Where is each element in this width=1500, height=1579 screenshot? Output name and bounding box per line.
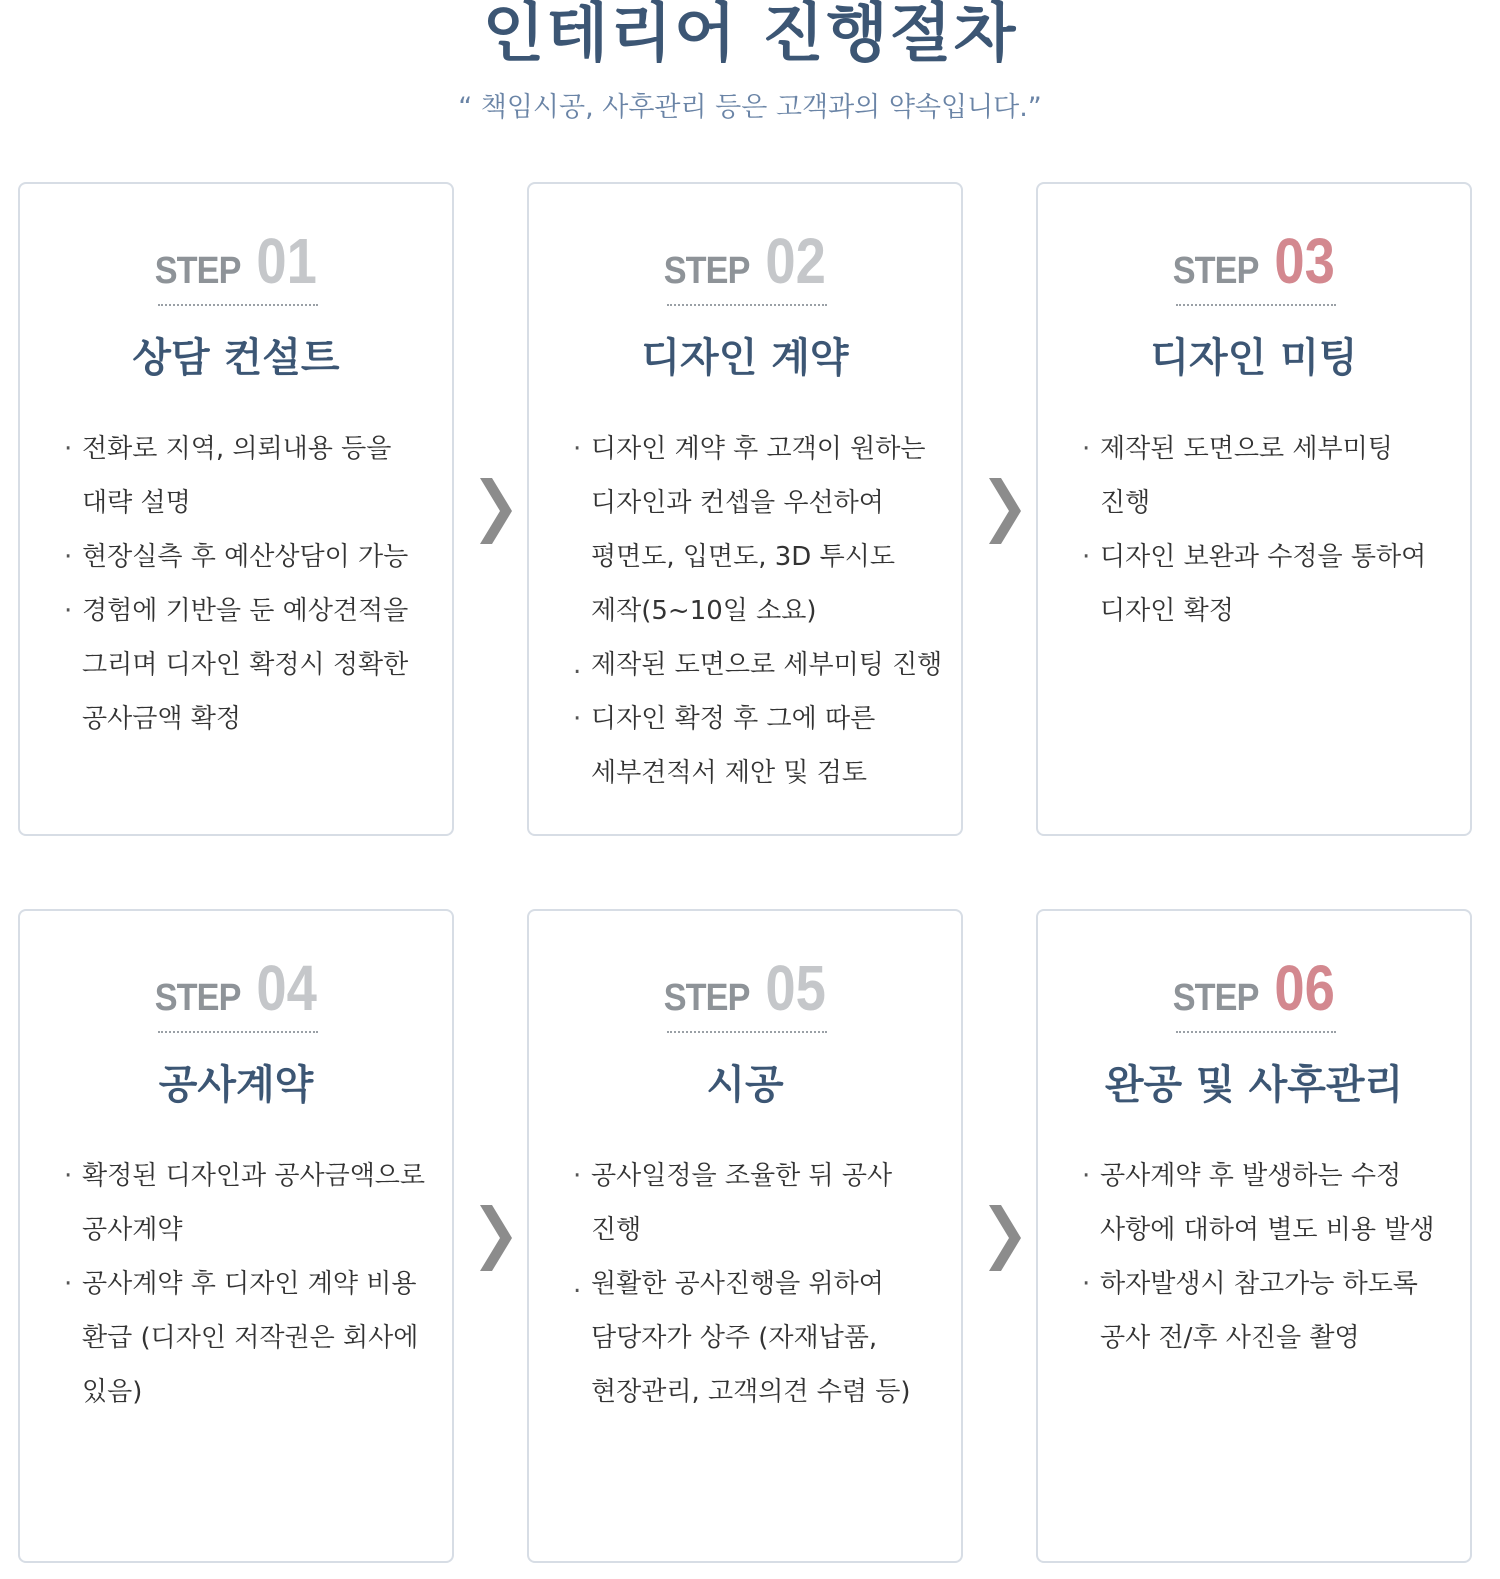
list-item-text: 디자인 확정 후 그에 따른 세부견적서 제안 및 검토 bbox=[591, 704, 876, 788]
step-heading bbox=[529, 951, 961, 1042]
list-item-text: 전화로 지역, 의뢰내용 등을 대략 설명 bbox=[82, 434, 392, 518]
step-label: STEP bbox=[663, 977, 750, 1019]
bullet-mark: · bbox=[573, 434, 582, 464]
step-description-list bbox=[64, 422, 439, 746]
step-description-list bbox=[64, 1149, 439, 1419]
dotted-divider bbox=[158, 304, 318, 306]
step-number: 01 bbox=[255, 225, 317, 297]
step-card-06 bbox=[1036, 909, 1472, 1563]
list-item bbox=[1082, 530, 1457, 638]
step-number: 06 bbox=[1273, 952, 1335, 1024]
list-item bbox=[1082, 1257, 1457, 1365]
step-card-02 bbox=[527, 182, 963, 836]
bullet-mark: · bbox=[1082, 1161, 1091, 1191]
list-item-text: 경험에 기반을 둔 예상견적을 그리며 디자인 확정시 정확한 공사금액 확정 bbox=[82, 596, 409, 734]
list-item bbox=[64, 1149, 439, 1257]
bullet-mark: · bbox=[573, 1161, 582, 1191]
step-heading bbox=[1038, 951, 1470, 1042]
list-item bbox=[573, 692, 948, 800]
bullet-mark: · bbox=[1082, 542, 1091, 572]
list-item-text: 원활한 공사진행을 위하여 담당자가 상주 (자재납품, 현장관리, 고객의견 수렴 등) bbox=[591, 1269, 911, 1407]
bullet-mark: · bbox=[1082, 1269, 1091, 1299]
step-label: STEP bbox=[154, 250, 241, 292]
chevron-right-icon bbox=[987, 1203, 1027, 1273]
step-number: 03 bbox=[1273, 225, 1335, 297]
list-item-text: 하자발생시 참고가능 하도록 공사 전/후 사진을 촬영 bbox=[1100, 1269, 1418, 1353]
step-label: STEP bbox=[154, 977, 241, 1019]
list-item-text: 현장실측 후 예산상담이 가능 bbox=[82, 542, 409, 572]
list-item bbox=[64, 584, 439, 746]
step-description-list bbox=[573, 422, 948, 800]
step-number: 05 bbox=[764, 952, 826, 1024]
list-item bbox=[64, 530, 439, 584]
page-subtitle: “ 책임시공, 사후관리 등은 고객과의 약속입니다.” bbox=[458, 92, 1042, 123]
list-item bbox=[573, 1257, 948, 1419]
list-item bbox=[573, 1149, 948, 1257]
bullet-mark: · bbox=[64, 434, 73, 464]
bullet-mark: . bbox=[573, 650, 582, 680]
step-title: 상담 컨설트 bbox=[132, 335, 340, 381]
dotted-divider bbox=[1176, 1031, 1336, 1033]
list-item-text: 확정된 디자인과 공사금액으로 공사계약 bbox=[82, 1161, 426, 1245]
list-item-text: 공사계약 후 발생하는 수정 사항에 대하여 별도 비용 발생 bbox=[1100, 1161, 1435, 1245]
step-label: STEP bbox=[1172, 250, 1259, 292]
chevron-right-icon bbox=[478, 476, 518, 546]
step-number: 04 bbox=[255, 952, 317, 1024]
step-card-04 bbox=[18, 909, 454, 1563]
list-item bbox=[1082, 422, 1457, 530]
list-item-text: 디자인 계약 후 고객이 원하는 디자인과 컨셉을 우선하여 평면도, 입면도, 3D 투시도 제작(5~10일 소요) bbox=[591, 434, 926, 626]
step-title: 완공 및 사후관리 bbox=[1104, 1062, 1404, 1108]
bullet-mark: · bbox=[1082, 434, 1091, 464]
step-title: 공사계약 bbox=[158, 1062, 314, 1108]
step-description-list bbox=[1082, 1149, 1457, 1365]
bullet-mark: · bbox=[64, 542, 73, 572]
list-item bbox=[573, 422, 948, 638]
dotted-divider bbox=[1176, 304, 1336, 306]
step-heading bbox=[20, 951, 452, 1042]
dotted-divider bbox=[158, 1031, 318, 1033]
chevron-right-icon bbox=[987, 476, 1027, 546]
step-number: 02 bbox=[764, 225, 826, 297]
list-item-text: 디자인 보완과 수정을 통하여 디자인 확정 bbox=[1100, 542, 1427, 626]
bullet-mark: · bbox=[64, 1161, 73, 1191]
list-item-text: 제작된 도면으로 세부미팅 진행 bbox=[591, 650, 943, 680]
page-title: 인테리어 진행절차 bbox=[482, 0, 1018, 71]
chevron-right-icon bbox=[478, 1203, 518, 1273]
step-title: 디자인 미팅 bbox=[1150, 335, 1358, 381]
list-item bbox=[64, 1257, 439, 1419]
list-item-text: 제작된 도면으로 세부미팅 진행 bbox=[1100, 434, 1393, 518]
bullet-mark: · bbox=[573, 704, 582, 734]
step-card-03 bbox=[1036, 182, 1472, 836]
step-title: 시공 bbox=[706, 1062, 784, 1108]
step-label: STEP bbox=[663, 250, 750, 292]
list-item-text: 공사일정을 조율한 뒤 공사 진행 bbox=[591, 1161, 893, 1245]
step-label: STEP bbox=[1172, 977, 1259, 1019]
dotted-divider bbox=[667, 304, 827, 306]
step-description-list bbox=[573, 1149, 948, 1419]
step-heading bbox=[20, 224, 452, 315]
bullet-mark: . bbox=[573, 1269, 582, 1299]
step-title: 디자인 계약 bbox=[641, 335, 849, 381]
step-heading bbox=[1038, 224, 1470, 315]
list-item bbox=[573, 638, 948, 692]
step-heading bbox=[529, 224, 961, 315]
dotted-divider bbox=[667, 1031, 827, 1033]
bullet-mark: · bbox=[64, 1269, 73, 1299]
list-item bbox=[64, 422, 439, 530]
step-card-01 bbox=[18, 182, 454, 836]
step-card-05 bbox=[527, 909, 963, 1563]
step-description-list bbox=[1082, 422, 1457, 638]
bullet-mark: · bbox=[64, 596, 73, 626]
list-item bbox=[1082, 1149, 1457, 1257]
list-item-text: 공사계약 후 디자인 계약 비용 환급 (디자인 저작권은 회사에 있음) bbox=[82, 1269, 419, 1407]
